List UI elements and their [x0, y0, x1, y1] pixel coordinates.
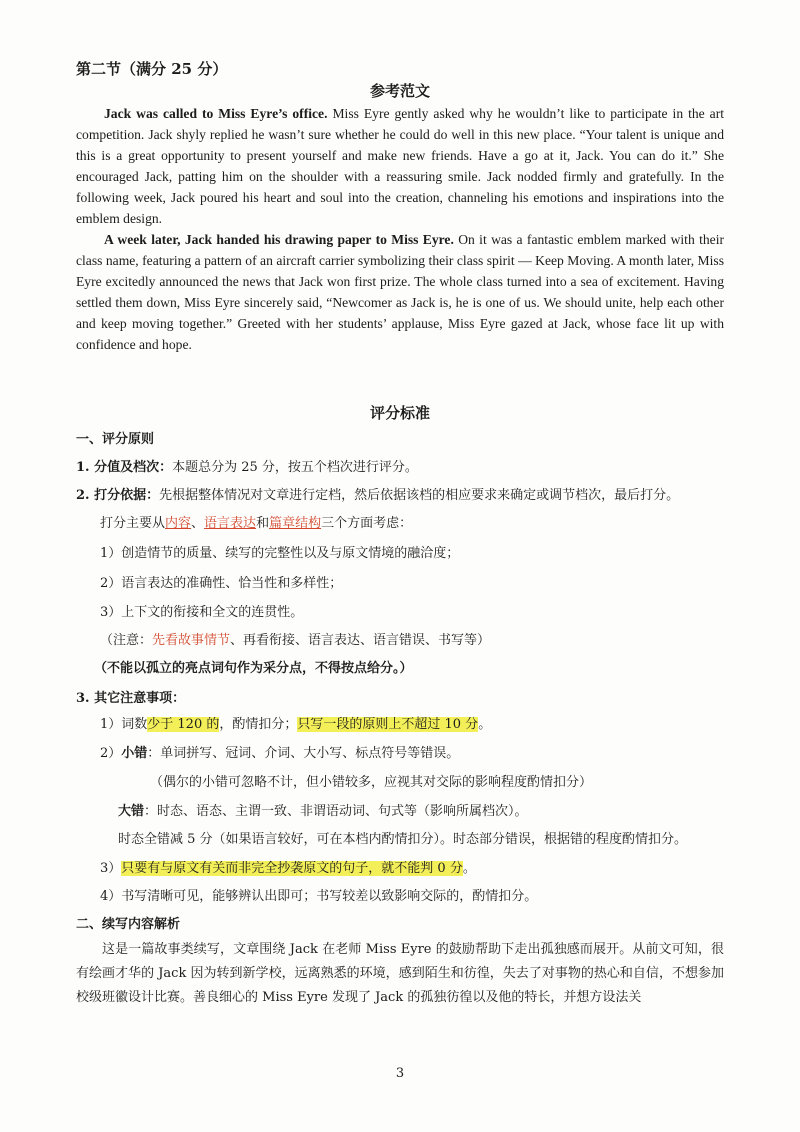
- item1-text: 本题总分为 25 分，按五个档次进行评分。: [172, 460, 418, 475]
- consider-post: 三个方面考虑：: [321, 516, 413, 531]
- consider-language: 语言表达: [204, 516, 257, 531]
- consider-pre: 打分主要从: [100, 516, 166, 531]
- rule3-post: 。: [462, 861, 476, 876]
- rule2-text: ：单词拼写、冠词、介词、大小写、标点符号等错误。: [147, 746, 460, 761]
- note-red: 先看故事情节: [152, 633, 231, 648]
- note-line: [100, 629, 490, 648]
- rule-2: [100, 742, 459, 761]
- item1-label: 1. 分值及档次：: [76, 460, 173, 475]
- sample-essay: [76, 103, 724, 355]
- rule-4: 4）书写清晰可见，能够辨认出即可；书写较差以致影响交际的，酌情扣分。: [100, 889, 538, 904]
- consider-structure: 篇章结构: [269, 516, 322, 531]
- analysis-paragraph: [76, 938, 724, 1010]
- criterion-1: 1）创造情节的质量、续写的完整性以及与原文情境的融洽度；: [100, 546, 460, 561]
- rule2-big-label: 大错: [118, 804, 145, 819]
- item2-text: 先根据整体情况对文章进行定档，然后依据该档的相应要求来确定或调节档次，最后打分。: [159, 488, 680, 503]
- rule2-label: 小错: [121, 746, 148, 761]
- essay-p1-body: Miss Eyre gently asked why he wouldn’t like to participate in the art competition. Jack shyly replied he wasn’t sure whether he could do well in this new place. “Your talent is unique and this is a great opportunity to present yourself and make new friends. Have a go at it, Jack. You can do it.” She encouraged Jack, patting him on the shoulder with a reassuring smile. Jack nodded firmly and gratefully. In the following week, Jack poured his heart and soul into the creation, channeling his emotions and inspirations into the emblem design.: [76, 106, 725, 226]
- note-pre: （注意：: [100, 633, 153, 648]
- rule1-highlight-1: 少于 120 的: [147, 717, 220, 732]
- analysis-text: 这是一篇故事类续写，文章围绕 Jack 在老师 Miss Eyre 的鼓励帮助下走出孤独感而展开。从前文可知，很有绘画才华的 Jack 因为转到新学校，远离熟悉的环境，感到陌生和彷徨，失去了对事物的热心和自信，不想参加校级班徽设计比赛。善良细心的 Miss Eyre 发现了 Jack 的孤独彷徨以及他的特长，并想方设法关: [76, 942, 724, 1005]
- rule1-pre: 1）词数: [100, 717, 148, 732]
- item2-label: 2. 打分依据：: [76, 488, 160, 503]
- section-heading: 第二节（满分 25 分）: [76, 60, 228, 78]
- item-2: [76, 484, 679, 503]
- rule2-big-text: ：时态、语态、主谓一致、非谓语动词、句式等（影响所属档次）。: [144, 804, 528, 819]
- essay-paragraph-2: [76, 229, 724, 355]
- part1-heading: 一、评分原则: [76, 432, 155, 447]
- rule-3: [100, 857, 476, 876]
- rule1-post: 。: [478, 717, 492, 732]
- criterion-2: 2）语言表达的准确性、恰当性和多样性；: [100, 576, 343, 591]
- item-1: [76, 456, 418, 475]
- grading-title: 评分标准: [369, 404, 430, 422]
- essay-paragraph-1: [76, 103, 724, 229]
- rule2-note: （偶尔的小错可忽略不计，但小错较多，应视其对交际的影响程度酌情扣分）: [150, 775, 593, 790]
- essay-p2-body: On it was a fantastic emblem marked with their class name, featuring a pattern of an aircraft carrier symbolizing their class spirit — Keep Moving. A month later, Miss Eyre excitedly announced the news that Jack won first prize. The whole class turned into a sea of excitement. Having settled them down, Miss Eyre sincerely said, “Newcomer as Jack is, he is one of us. We should unite, help each other and keep moving together.” Greeted with her students’ applause, Miss Eyre gazed at Jack, whose face lit up with confidence and hope.: [76, 232, 724, 352]
- essay-p2-lead: A week later, Jack handed his drawing paper to Miss Eyre.: [104, 232, 454, 247]
- consider-line: [100, 512, 412, 531]
- note-post: 、再看衔接、语言表达、语言错误、书写等）: [230, 633, 491, 648]
- rule1-highlight-2: 只写一段的原则上不超过 10 分: [297, 717, 479, 732]
- essay-p1-lead: Jack was called to Miss Eyre’s office.: [104, 106, 328, 121]
- rule2-big: [118, 800, 528, 819]
- rule1-mid: ，酌情扣分；: [219, 717, 298, 732]
- item3-label: 3. 其它注意事项：: [76, 691, 186, 706]
- rule-1: [100, 713, 491, 732]
- consider-content: 内容: [165, 516, 192, 531]
- criterion-3: 3）上下文的衔接和全文的连贯性。: [100, 605, 304, 620]
- rule3-highlight: 只要有与原文有关而非完全抄袭原文的句子，就不能判 0 分: [121, 861, 463, 876]
- page-number: 3: [395, 1066, 405, 1081]
- sample-essay-title: 参考范文: [369, 82, 430, 100]
- consider-and: 和: [256, 516, 270, 531]
- note-bold: （不能以孤立的亮点词句作为采分点，不得按点给分。）: [94, 661, 413, 676]
- part2-heading: 二、续写内容解析: [76, 917, 181, 932]
- consider-sep: 、: [191, 516, 205, 531]
- rule2-tense: 时态全错减 5 分（如果语言较好，可在本档内酌情扣分）。时态部分错误，根据错的程度酌情扣分。: [118, 832, 688, 847]
- rule3-pre: 3）: [100, 861, 122, 876]
- rule2-pre: 2）: [100, 746, 122, 761]
